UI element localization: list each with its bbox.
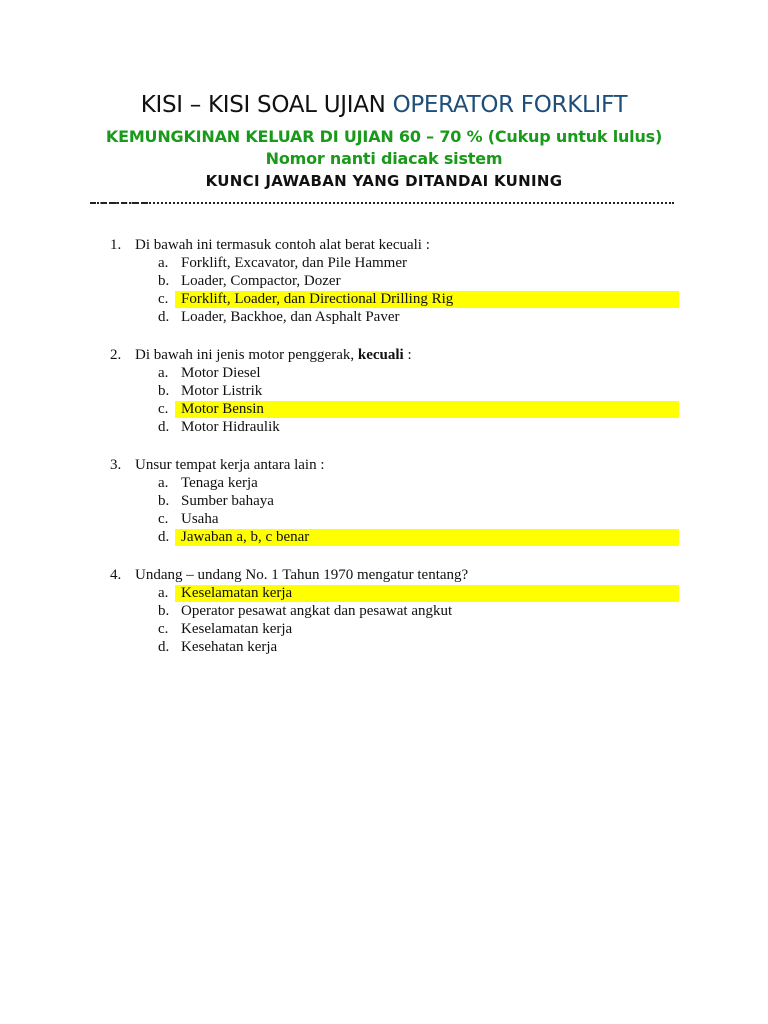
question-number: 3. [110, 457, 122, 473]
option-letter: c. [158, 401, 169, 417]
answer-option-correct [0, 290, 768, 308]
option-text: Operator pesawat angkat dan pesawat angkut [181, 603, 453, 619]
question-text [135, 346, 412, 364]
question-line [0, 346, 768, 364]
question-text-main: Unsur tempat kerja antara lain : [135, 457, 325, 473]
question-item [0, 566, 768, 656]
subtitle-answer-key: KUNCI JAWABAN YANG DITANDAI KUNING [205, 172, 563, 190]
question-number: 1. [110, 237, 122, 253]
title-accent: OPERATOR FORKLIFT [392, 92, 628, 118]
question-item [0, 346, 768, 436]
option-letter: a. [158, 585, 169, 601]
option-text: Forklift, Excavator, dan Pile Hammer [181, 255, 408, 271]
question-text [135, 566, 468, 584]
option-text: Kesehatan kerja [181, 639, 278, 655]
option-text: Loader, Backhoe, dan Asphalt Paver [181, 309, 400, 325]
question-line [0, 456, 768, 474]
answer-option [0, 510, 768, 528]
option-letter: a. [158, 475, 169, 491]
option-letter: a. [158, 255, 169, 271]
option-text: Motor Listrik [181, 383, 263, 399]
answer-option [0, 308, 768, 326]
question-text [135, 456, 325, 474]
option-text: Keselamatan kerja [181, 585, 293, 601]
answer-option-correct [0, 400, 768, 418]
subtitle-random-note: Nomor nanti diacak sistem [265, 149, 503, 168]
option-text: Loader, Compactor, Dozer [181, 273, 341, 289]
option-letter: a. [158, 365, 169, 381]
option-text: Usaha [181, 511, 219, 527]
answer-option [0, 620, 768, 638]
question-text [135, 236, 430, 254]
answer-option [0, 254, 768, 272]
answer-option-correct [0, 528, 768, 546]
option-letter: b. [158, 383, 170, 399]
option-letter: d. [158, 529, 170, 545]
option-text: Motor Diesel [181, 365, 261, 381]
question-emphasis: kecuali [357, 347, 404, 363]
option-letter: c. [158, 511, 169, 527]
question-number: 4. [110, 567, 122, 583]
answer-option [0, 418, 768, 436]
answer-option [0, 638, 768, 656]
option-text: Sumber bahaya [181, 493, 274, 509]
option-text: Tenaga kerja [181, 475, 258, 491]
answer-option [0, 474, 768, 492]
section-divider [90, 202, 674, 204]
option-letter: b. [158, 603, 170, 619]
option-letter: c. [158, 621, 169, 637]
option-letter: b. [158, 493, 170, 509]
page-title [0, 92, 768, 118]
option-letter: c. [158, 291, 169, 307]
option-letter: d. [158, 309, 170, 325]
title-prefix: KISI – KISI SOAL UJIAN [140, 92, 393, 118]
answer-option [0, 492, 768, 510]
question-text-main: Di bawah ini jenis motor penggerak, [135, 347, 358, 363]
question-list [0, 236, 768, 676]
question-number: 2. [110, 347, 122, 363]
option-letter: d. [158, 639, 170, 655]
question-item [0, 236, 768, 326]
option-text: Motor Bensin [181, 401, 264, 417]
option-text: Jawaban a, b, c benar [181, 529, 310, 545]
option-text: Motor Hidraulik [181, 419, 280, 435]
question-line [0, 236, 768, 254]
question-text-main: Undang – undang No. 1 Tahun 1970 mengatur tentang? [135, 567, 469, 583]
option-letter: b. [158, 273, 170, 289]
question-item [0, 456, 768, 546]
answer-option [0, 364, 768, 382]
answer-option [0, 602, 768, 620]
option-text: Keselamatan kerja [181, 621, 293, 637]
answer-option-correct [0, 584, 768, 602]
answer-option [0, 272, 768, 290]
subtitle-probability: KEMUNGKINAN KELUAR DI UJIAN 60 – 70 % (Cukup untuk lulus) [105, 127, 663, 146]
question-text-tail: : [403, 347, 412, 363]
question-line [0, 566, 768, 584]
option-letter: d. [158, 419, 170, 435]
answer-option [0, 382, 768, 400]
divider-dash [90, 202, 148, 204]
option-text: Forklift, Loader, dan Directional Drilling Rig [181, 291, 454, 307]
question-text-main: Di bawah ini termasuk contoh alat berat kecuali : [135, 237, 430, 253]
